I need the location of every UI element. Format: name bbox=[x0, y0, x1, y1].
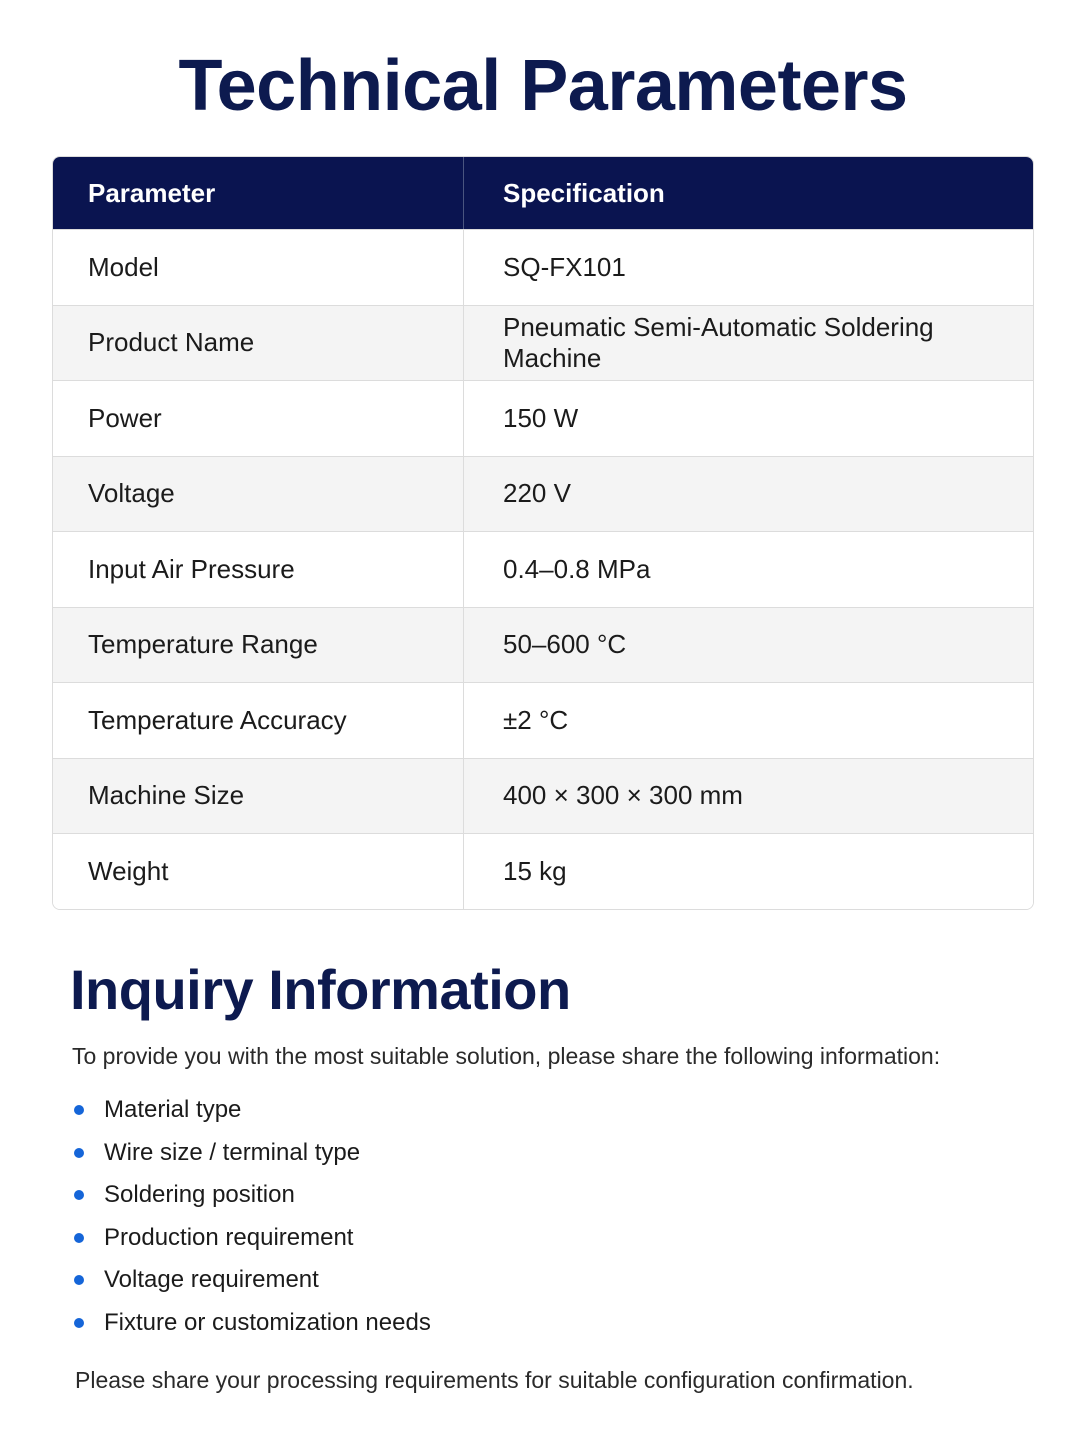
list-item bbox=[74, 1132, 431, 1175]
spec-table bbox=[52, 156, 1034, 910]
row-parameter: Input Air Pressure bbox=[53, 532, 464, 607]
list-item bbox=[74, 1259, 431, 1302]
bullet-dot-icon bbox=[74, 1318, 84, 1328]
row-parameter: Voltage bbox=[53, 457, 464, 532]
row-parameter: Temperature Accuracy bbox=[53, 683, 464, 758]
closing-note: Please share your processing requirements for suitable configuration confirmation. bbox=[75, 1367, 914, 1393]
table-row bbox=[53, 456, 1033, 532]
row-parameter: Weight bbox=[53, 834, 464, 909]
bullet-dot-icon bbox=[74, 1275, 84, 1285]
table-row bbox=[53, 607, 1033, 683]
table-row bbox=[53, 682, 1033, 758]
bullet-dot-icon bbox=[74, 1148, 84, 1158]
table-row bbox=[53, 758, 1033, 834]
table-row bbox=[53, 380, 1033, 456]
list-item bbox=[74, 1217, 431, 1260]
row-parameter: Product Name bbox=[53, 306, 464, 381]
row-specification: SQ-FX101 bbox=[503, 251, 626, 282]
row-parameter: Power bbox=[53, 381, 464, 456]
inquiry-intro: To provide you with the most suitable solution, please share the following information: bbox=[72, 1043, 941, 1069]
page-title: Technical Parameters bbox=[178, 46, 908, 126]
list-item bbox=[74, 1174, 431, 1217]
table-row bbox=[53, 531, 1033, 607]
row-specification: 15 kg bbox=[503, 855, 567, 886]
inquiry-title: Inquiry Information bbox=[70, 958, 571, 1021]
list-item-label: Material type bbox=[104, 1096, 242, 1124]
header-specification: Specification bbox=[503, 177, 665, 208]
list-item-label: Voltage requirement bbox=[104, 1266, 319, 1294]
table-row bbox=[53, 833, 1033, 909]
table-header bbox=[53, 157, 1033, 229]
bullet-dot-icon bbox=[74, 1233, 84, 1243]
table-row bbox=[53, 229, 1033, 305]
row-specification: Pneumatic Semi-Automatic Soldering Machine bbox=[503, 311, 934, 373]
header-parameter: Parameter bbox=[53, 157, 464, 229]
bullet-dot-icon bbox=[74, 1190, 84, 1200]
row-parameter: Machine Size bbox=[53, 759, 464, 834]
row-specification: 220 V bbox=[503, 478, 571, 509]
row-specification: 0.4–0.8 MPa bbox=[503, 553, 651, 584]
bullet-dot-icon bbox=[74, 1105, 84, 1115]
list-item-label: Production requirement bbox=[104, 1223, 354, 1251]
row-specification: 50–600 °C bbox=[503, 629, 627, 660]
row-specification: ±2 °C bbox=[503, 704, 569, 735]
list-item bbox=[74, 1302, 431, 1345]
table-row bbox=[53, 305, 1033, 381]
list-item-label: Wire size / terminal type bbox=[104, 1138, 361, 1166]
row-parameter: Temperature Range bbox=[53, 608, 464, 683]
list-item-label: Soldering position bbox=[104, 1181, 295, 1209]
list-item bbox=[74, 1089, 431, 1132]
row-parameter: Model bbox=[53, 230, 464, 305]
list-item-label: Fixture or customization needs bbox=[104, 1308, 431, 1336]
inquiry-list bbox=[74, 1089, 431, 1344]
row-specification: 400 × 300 × 300 mm bbox=[503, 780, 743, 811]
row-specification: 150 W bbox=[503, 402, 579, 433]
